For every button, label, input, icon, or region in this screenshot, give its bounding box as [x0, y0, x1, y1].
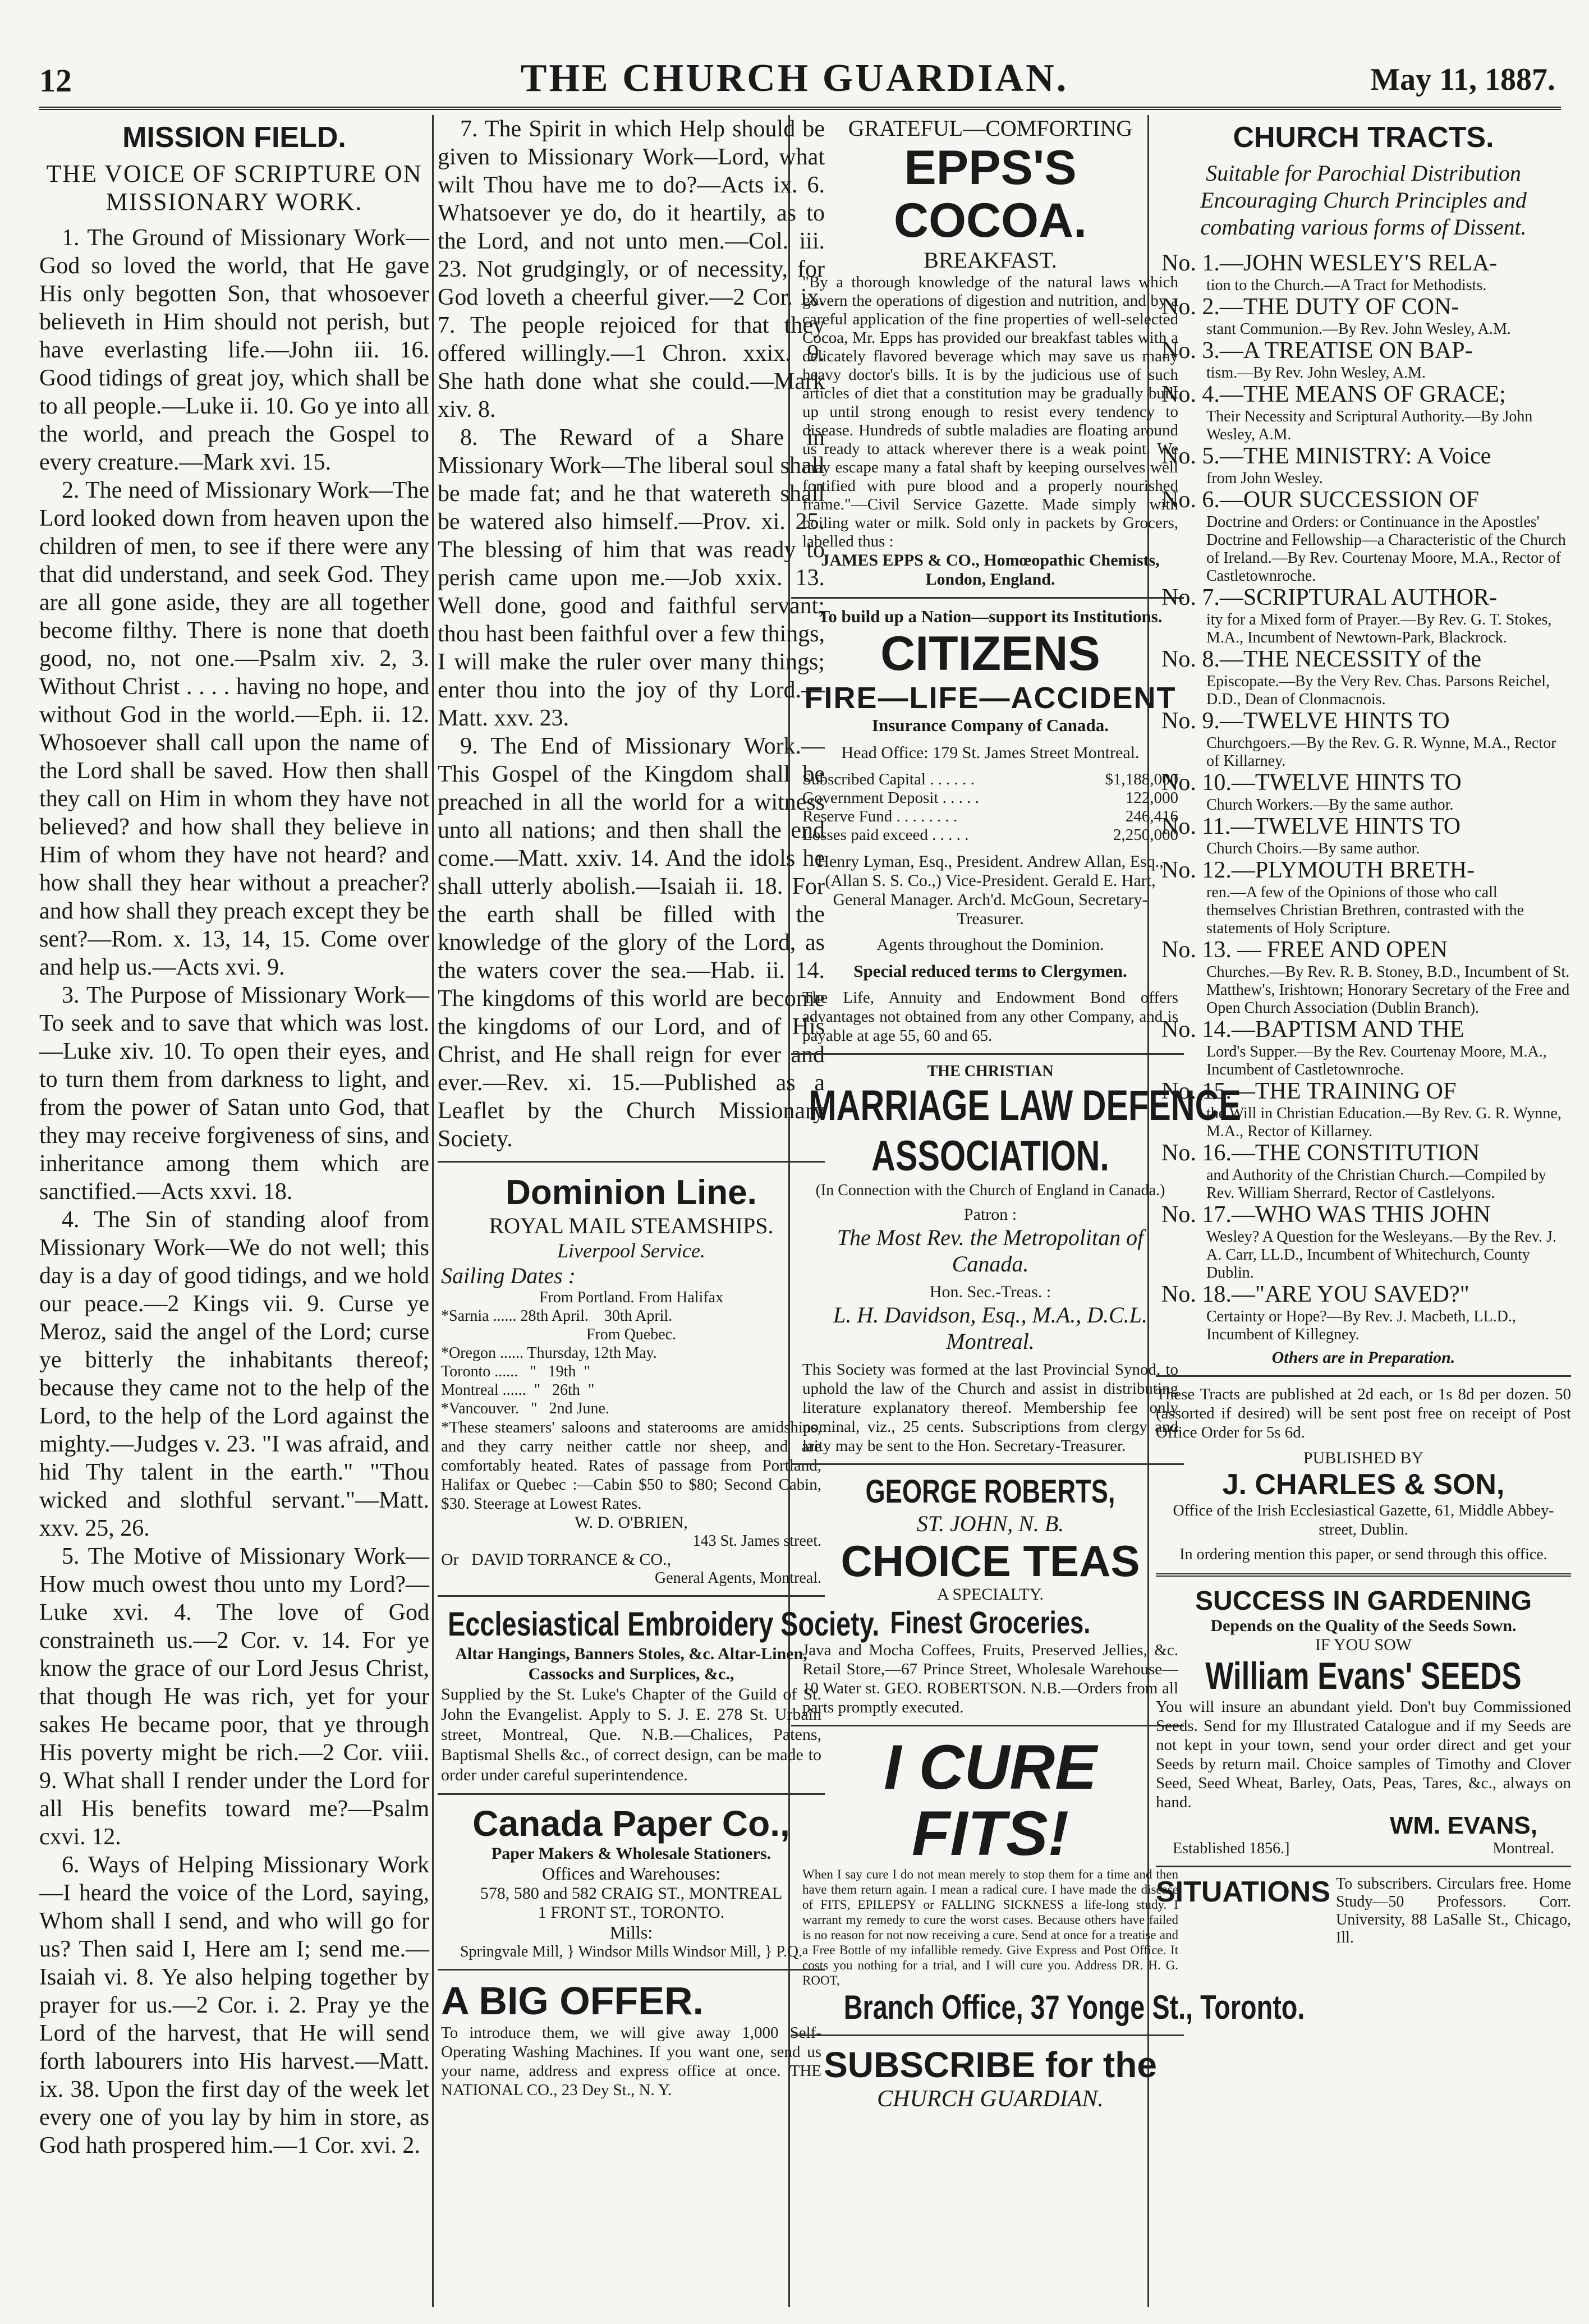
ad-george-roberts — [791, 1473, 1184, 1717]
ad-established: Established 1856.] — [1173, 1840, 1290, 1857]
ad-offices: Offices and Warehouses: — [542, 1863, 720, 1884]
ad-title: EPPS'S COCOA. — [894, 141, 1087, 247]
others-note: Others are in Preparation. — [1271, 1348, 1455, 1367]
ad-subtitle2: Insurance Company of Canada. — [871, 715, 1109, 735]
ad-canada-paper — [438, 1803, 825, 1961]
tract-desc: Church Choirs.—By same author. — [1206, 840, 1420, 857]
ad-pre: GRATEFUL—COMFORTING — [848, 116, 1133, 141]
ad-embroidery — [438, 1605, 880, 1785]
column-church-tracts — [1156, 115, 1571, 2307]
divider — [438, 1161, 825, 1163]
tract-title: No. 17.—WHO WAS THIS JOHN — [1161, 1202, 1491, 1228]
list-item — [1161, 1079, 1571, 1141]
list-item — [1161, 251, 1571, 295]
table-row — [802, 789, 1178, 807]
tract-desc: stant Communion.—By Rev. John Wesley, A.M. — [1206, 320, 1511, 338]
list-item — [1161, 585, 1571, 647]
ad-subtitle: Paper Makers & Wholesale Stationers. — [491, 1844, 771, 1863]
tract-title: No. 18.—"ARE YOU SAVED?" — [1161, 1282, 1469, 1307]
tract-desc: Doctrine and Orders: or Continuance in the Apostles' Doctrine and Fellowship—a Characteristic of the Church of Ireland.—By Rev. Courtenay Moore, M.A., Rector of Castletownroche. — [1206, 513, 1566, 585]
tracts-price: These Tracts are published at 2d each, or 1s 8d per dozen. 50 (assorted if desired) will be sent post free on receipt of Post Office Order for 5s 6d. — [1156, 1385, 1571, 1441]
paragraph: 3. The Purpose of Missionary Work—To seek and to save that which was lost.—Luke xiv. 10. To open their eyes, and to turn them from darkness to light, and from the power of Satan unto God, that they may receive forgiveness of sins, and inheritance among them which are sanctified.—Acts xxvi. 18. — [39, 982, 429, 1205]
masthead — [0, 0, 1589, 112]
ad-subtitle: FIRE—LIFE—ACCIDENT — [804, 681, 1177, 715]
table-row — [802, 826, 1178, 844]
tract-title: No. 9.—TWELVE HINTS TO — [1161, 708, 1450, 734]
tract-title: No. 11.—TWELVE HINTS TO — [1161, 814, 1461, 839]
list-item — [1161, 1141, 1571, 1202]
list-item — [1161, 814, 1571, 858]
tract-desc: Wesley? A Question for the Wesleyans.—By the Rev. J. A. Carr, LL.D., Incumbent of Whitechurch, County Dublin. — [1206, 1228, 1556, 1282]
list-item — [1161, 295, 1571, 338]
tract-title: No. 2.—THE DUTY OF CON- — [1161, 294, 1459, 320]
ad-title: I CURE FITS! — [884, 1732, 1097, 1868]
tract-title: No. 1.—JOHN WESLEY'S RELA- — [1161, 250, 1498, 276]
fin-value: 246,416 — [1125, 807, 1178, 825]
divider — [791, 1053, 1184, 1055]
tract-title: No. 6.—OUR SUCCESSION OF — [1161, 487, 1479, 513]
ad-sailing: Sailing Dates : — [441, 1263, 576, 1288]
tract-desc: the Will in Christian Education.—By Rev. G. R. Wynne, M.A., Rector of Killarney. — [1206, 1105, 1562, 1140]
tract-desc: Churches.—By Rev. R. B. Stoney, B.D., Incumbent of St. Matthew's, Irishtown; Honorary Secretary of the Free and Open Church Association (Dublin Branch). — [1206, 963, 1570, 1017]
paragraph: 7. The Spirit in which Help should be given to Missionary Work—Lord, what wilt Thou have me to do?—Acts ix. 6. Whatsoever ye do, do it heartily, as to the Lord, and not unto men.—Col. iii. 23. Not grudgingly, or of necessity, for God loveth a cheerful giver.—2 Cor. ix. 7. The people rejoiced for that they offered willingly.—1 Chron. xxix. 9. She hath done what she could.—Mark xiv. 8. — [438, 116, 825, 422]
publisher-name: J. CHARLES & SON, — [1222, 1468, 1505, 1501]
patron: The Most Rev. the Metropolitan of Canada. — [837, 1225, 1144, 1276]
ad-seeds-title: William Evans' SEEDS — [1205, 1655, 1522, 1697]
ad-groceries: Finest Groceries. — [890, 1605, 1091, 1640]
tract-title: No. 5.—THE MINISTRY: A Voice — [1161, 443, 1491, 469]
tract-title: No. 15.—THE TRAINING OF — [1161, 1078, 1457, 1104]
ad-seeds — [1156, 1586, 1571, 1858]
schedule-row: *Oregon ...... Thursday, 12th May. — [441, 1344, 657, 1362]
divider — [791, 2034, 1184, 2036]
ad-epps-cocoa — [791, 115, 1184, 589]
fin-value: 2,250,000 — [1113, 826, 1178, 844]
fin-label: Government Deposit . . . . . — [802, 789, 979, 807]
tract-title: No. 16.—THE CONSTITUTION — [1161, 1140, 1480, 1166]
tract-desc: ren.—A few of the Opinions of those who call themselves Christian Brethren, contrasted with the statements of Holy Scripture. — [1206, 884, 1524, 937]
ad-pre: To build up a Nation—support its Institutions. — [818, 607, 1163, 626]
paragraph: 2. The need of Missionary Work—The Lord looked down from heaven upon the children of men, to see if there were any that did understand, and seek God. They are all gone aside, they are all together become filthy. There is none that doeth good, no, not one.—Psalm xiv. 2, 3. Without Christ . . . . having no hope, and without God in the world.—Eph. ii. 12. Whosoever shall call upon the name of the Lord shall be saved. How then shall they call on Him in whom they have not believed? and how shall they believe in Him of whom they have not heard? and how shall they hear without a preacher? and how shall they preach except they be sent?—Rom. x. 13, 14, 15. Come over and help us.—Acts xvi. 9. — [39, 477, 429, 980]
patron-label: Patron : — [963, 1205, 1017, 1224]
list-item — [1161, 858, 1571, 938]
tract-desc: tion to the Church.—A Tract for Methodists. — [1206, 277, 1487, 294]
ad-title: SUBSCRIBE for the — [824, 2045, 1157, 2085]
ad-title: SITUATIONS — [1156, 1876, 1331, 1908]
publisher-address: Office of the Irish Ecclesiastical Gazette, 61, Middle Abbey-street, Dublin. — [1173, 1502, 1554, 1538]
list-item — [1161, 770, 1571, 814]
connection: (In Connection with the Church of England in Canada.) — [815, 1182, 1165, 1199]
schedule-header: From Portland. From Halifax — [539, 1289, 724, 1306]
tract-title: No. 10.—TWELVE HINTS TO — [1161, 770, 1462, 796]
section-heading: CHURCH TRACTS. — [1233, 121, 1494, 154]
tract-desc: Episcopate.—By the Very Rev. Chas. Parsons Reichel, D.D., Dean of Clonmacnois. — [1206, 673, 1550, 708]
divider — [791, 1725, 1184, 1726]
tract-desc: ity for a Mixed form of Prayer.—By Rev. G. T. Stokes, M.A., Incumbent of Newtown-Park, Blackrock. — [1206, 611, 1552, 646]
bond-text: The Life, Annuity and Endowment Bond offers advantages not obtained from any other Company, and is payable at age 55, 60 and 65. — [802, 989, 1178, 1045]
ad-specialty: A SPECIALTY. — [936, 1585, 1044, 1604]
paragraph: 5. The Motive of Missionary Work—How much owest thou unto my Lord?—Luke xvi. 4. The love of God constraineth us.—2 Cor. v. 14. For ye know the grace of our Lord Jesus Christ, that though He was rich, yet for your sakes He became poor, that ye through His poverty might be rich.—2 Cor. viii. 9. What shall I render under the Lord for all His benefits toward me?—Psalm cxvi. 12. — [39, 1544, 429, 1850]
list-item — [1161, 1017, 1571, 1079]
ad-office: Branch Office, 37 Yonge St., Toronto. — [843, 1988, 1305, 2026]
schedule-row: Montreal ...... " 26th " — [441, 1381, 595, 1399]
financials-table — [802, 770, 1178, 844]
tracts-intro: Suitable for Parochial Distribution Encouraging Church Principles and combating various forms of Dissent. — [1200, 160, 1527, 240]
tract-desc: from John Wesley. — [1206, 470, 1323, 487]
ad-text: You will insure an abundant yield. Don't buy Commissioned Seeds. Send for my Illustrated Catalogue and if my Seeds are not kept in your town, send your order direct and get your Seeds by return mail. Choice samples of Timothy and Clover Seed, Seed Wheat, Barley, Oats, Peas, Tares, &c., always on hand. — [1156, 1698, 1571, 1811]
ad-title: Canada Paper Co., — [472, 1803, 790, 1844]
table-row — [802, 770, 1178, 789]
ad-sign: JAMES EPPS & CO., Homœopathic Chemists, London, England. — [821, 551, 1160, 589]
schedule-row: From Quebec. — [586, 1326, 677, 1343]
fin-label: Subscribed Capital . . . . . . — [802, 770, 975, 788]
tract-desc: Church Workers.—By the same author. — [1206, 796, 1454, 814]
list-item — [1161, 647, 1571, 709]
tract-title: No. 4.—THE MEANS OF GRACE; — [1161, 382, 1506, 407]
paragraph: 9. The End of Missionary Work.—This Gospel of the Kingdom shall be preached in all the world for a witness unto all nations; and then shall the end come.—Matt. xxiv. 14. And the idols he shall utterly abolish.—Isaiah ii. 18. For the earth shall be filled with the knowledge of the glory of the Lord, as the waters cover the sea.—Hab. ii. 14. The kingdoms of this world are become the kingdoms of our Lord, and of His Christ, and He shall reign for ever and ever.—Rev. xi. 15.—Published as a Leaflet by the Church Missionary Society. — [438, 733, 825, 1152]
list-item — [1161, 709, 1571, 770]
article-body — [39, 224, 429, 2160]
fin-value: $1,188,000 — [1105, 770, 1178, 788]
ad-text: To introduce them, we will give away 1,000 Self-Operating Washing Machines. If you want one, send us your name, address and express office at once. THE NATIONAL CO., 23 Dey St., N. Y. — [441, 2024, 821, 2099]
tract-desc: Certainty or Hope?—By Rev. J. Macbeth, LL.D., Incumbent of Killegney. — [1206, 1308, 1516, 1343]
ad-text: To subscribers. Circulars free. Home Study—50 Professors. Corr. University, 88 LaSalle St., Chicago, Ill. — [1336, 1875, 1571, 1946]
tract-desc: Their Necessity and Scriptural Authority.—By John Wesley, A.M. — [1206, 408, 1533, 443]
schedule-row: *Vancouver. " 2nd June. — [441, 1400, 609, 1417]
ad-dominion-line — [438, 1173, 825, 1587]
ad-big-offer — [438, 1978, 825, 2100]
fin-value: 122,000 — [1125, 789, 1178, 807]
agent-address: 143 St. James street. — [692, 1532, 821, 1550]
list-item — [1161, 338, 1571, 382]
ad-teas: CHOICE TEAS — [841, 1536, 1140, 1586]
agents-line: Agents throughout the Dominion. — [876, 935, 1104, 954]
tract-list — [1156, 251, 1571, 1344]
fin-label: Reserve Fund . . . . . . . . — [802, 807, 958, 825]
secretary-label: Hon. Sec.-Treas. : — [929, 1283, 1051, 1301]
list-item — [1161, 1202, 1571, 1282]
table-row — [802, 807, 1178, 826]
ad-if: IF YOU SOW — [1315, 1636, 1412, 1654]
ad-address: 1 FRONT ST., TORONTO. — [538, 1903, 725, 1922]
ad-text: "By a thorough knowledge of the natural laws which govern the operations of digestion and nutrition, and by a careful application of the fine properties of well-selected Cocoa, Mr. Epps has provided our breakfast tables with a delicately flavored beverage which may save us many heavy doctor's bills. It is by the judicious use of such articles of diet that a constitution may be gradually built up until strong enough to resist every tendency to disease. Hundreds of subtle maladies are floating around us ready to attack wherever there is a weak point. We may escape many a fatal shaft by keeping ourselves well fortified with pure blood and a properly nourished frame."—Civil Service Gazette. Made simply with boiling water or milk. Sold only in packets by Grocers, labelled thus : — [802, 273, 1178, 550]
agent-role: General Agents, Montreal. — [654, 1569, 821, 1587]
ad-text: When I say cure I do not mean merely to stop them for a time and then have them return again. I mean a radical cure. I have made the disease of FITS, EPILEPSY or FALLING SICKNESS a life-long study. I warrant my remedy to cure the worst cases. Because others have failed is no reason for not now receiving a cure. Send at once for a treatise and a Free Bottle of my infallible remedy. Give Express and Post Office. It costs you nothing for a trial, and I will cure you. Address DR. H. G. ROOT, — [802, 1867, 1178, 1987]
tract-desc: Lord's Supper.—By the Rev. Courtenay Moore, M.A., Incumbent of Castletownroche. — [1206, 1043, 1547, 1078]
ad-text: Java and Mocha Coffees, Fruits, Preserved Jellies, &c. Retail Store,—67 Prince Street, Wholesale Warehouse—10 Water st. GEO. ROBERTSON. N.B.—Orders from all parts promptly executed. — [802, 1641, 1178, 1716]
column-mission-field — [39, 115, 429, 2307]
ad-title: A BIG OFFER. — [441, 1979, 704, 2023]
page-number: 12 — [39, 62, 72, 99]
divider — [791, 597, 1184, 599]
agent-name: W. D. O'BRIEN, — [575, 1513, 688, 1532]
ad-city: Montreal. — [1492, 1840, 1554, 1857]
divider — [791, 1463, 1184, 1465]
divider — [438, 1793, 825, 1795]
ad-title: Ecclesiastical Embroidery Society. — [448, 1605, 880, 1643]
tract-title: No. 3.—A TREATISE ON BAP- — [1161, 338, 1473, 364]
ad-subtitle: Depends on the Quality of the Seeds Sown. — [1210, 1616, 1517, 1635]
paragraph: 1. The Ground of Missionary Work—God so loved the world, that He gave His only begotten Son, that whosoever believeth in Him should not perish, but have everlasting life.—John iii. 16. Good tidings of great joy, which shall be to all people.—Luke ii. 10. Go ye into all the world, and preach the Gospel to every creature.—Mark xvi. 15. — [39, 225, 429, 475]
schedule-row: Toronto ...... " 19th " — [441, 1363, 590, 1380]
ad-title: MARRIAGE LAW DEFENCE — [809, 1082, 1241, 1129]
issue-date: May 11, 1887. — [1370, 62, 1555, 97]
published-by: PUBLISHED BY — [1303, 1449, 1424, 1467]
tract-title: No. 13. — FREE AND OPEN — [1161, 937, 1448, 963]
ad-title: GEORGE ROBERTS, — [865, 1473, 1115, 1510]
ad-text: This Society was formed at the last Provincial Synod, to uphold the law of the Church and assist in distributing literature explanatory thereof. Membership fee only nominal, viz., 25 cents. Subscriptions from clergy and laity may be sent to the Hon. Secretary-Treasurer. — [802, 1361, 1178, 1455]
ad-sign: WM. EVANS, — [1389, 1812, 1537, 1839]
ad-paper-name: CHURCH GUARDIAN. — [877, 2086, 1104, 2112]
ad-notes: *These steamers' saloons and staterooms are amidships, and they carry neither cattle nor sheep, and are comfortably heated. Rates of passage from Portland, Halifax or Quebec :—Cabin $50 to $80; Second Cabin, $30. Steerage at Lowest Rates. — [441, 1418, 821, 1513]
ad-mills-label: Mills: — [609, 1922, 653, 1942]
ad-items: Altar Hangings, Banners Stoles, &c. Altar-Linen, Cassocks and Surplices, &c., — [455, 1645, 807, 1683]
ad-mills: Springvale Mill, } Windsor Mills Windsor Mill, } P.Q. — [460, 1943, 803, 1960]
agent-name: DAVID TORRANCE & CO., — [471, 1550, 672, 1569]
fin-label: Losses paid exceed . . . . . — [802, 826, 969, 844]
paragraph: 4. The Sin of standing aloof from Missionary Work—We do not well; this day is a day of good tidings, and we hold our peace.—2 Kings vii. 9. Curse ye Meroz, said the angel of the Lord; curse ye bitterly the inhabitants thereof; because they came not to the help of the Lord, to the help of the Lord against the mighty.—Judges v. 23. "I was afraid, and hid Thy talent in the earth." "Thou wicked and slothful servant."—Matt. xxv. 25, 26. — [39, 1207, 429, 1541]
schedule-row: *Sarnia ...... 28th April. 30th April. — [441, 1307, 673, 1325]
ad-pre: THE CHRISTIAN — [927, 1063, 1054, 1080]
section-heading: MISSION FIELD. — [122, 121, 346, 154]
ad-marriage-law — [791, 1063, 1241, 1455]
tract-title: No. 8.—THE NECESSITY of the — [1161, 646, 1482, 672]
head-office: Head Office: 179 St. James Street Montreal. — [841, 743, 1140, 762]
ad-situations — [1156, 1875, 1571, 1947]
secretary: L. H. Davidson, Esq., M.A., D.C.L. Montreal. — [833, 1302, 1148, 1354]
officers: Henry Lyman, Esq., President. Andrew Allan, Esq., (Allan S. S. Co.,) Vice-President. Gerald E. Hart, General Manager. Arch'd. McGoun, Secretary-Treasurer. — [817, 852, 1164, 928]
tract-desc: Churchgoers.—By the Rev. G. R. Wynne, M.A., Rector of Killarney. — [1206, 734, 1556, 770]
tract-desc: tism.—By Rev. John Wesley, A.M. — [1206, 364, 1426, 382]
ordering-note: In ordering mention this paper, or send through this office. — [1179, 1546, 1547, 1563]
divider — [438, 1595, 825, 1597]
ad-text: Supplied by the St. Luke's Chapter of the Guild of St. John the Evangelist. Apply to S. J. E. 278 St. Urbain street, Montreal, Que. N.B.—Chalices, Patens, Baptismal Shells &c., of correct design, can be made to order under careful superintendence. — [441, 1685, 821, 1784]
ad-subtitle: ROYAL MAIL STEAMSHIPS. — [489, 1213, 774, 1238]
ad-title: SUCCESS IN GARDENING — [1195, 1586, 1532, 1616]
divider — [1156, 1573, 1571, 1577]
divider — [1156, 1375, 1571, 1377]
list-item — [1161, 938, 1571, 1017]
article-body-continued — [438, 115, 825, 1153]
newspaper-title: THE CHURCH GUARDIAN. — [520, 57, 1069, 100]
tract-title: No. 14.—BAPTISM AND THE — [1161, 1017, 1464, 1042]
divider — [438, 1969, 825, 1971]
ad-service: Liverpool Service. — [557, 1239, 705, 1262]
ad-subtitle: BREAKFAST. — [924, 247, 1057, 273]
ad-title: Dominion Line. — [506, 1173, 757, 1212]
divider — [1156, 1866, 1571, 1867]
ad-citizens-insurance — [791, 607, 1184, 1045]
ad-subscribe — [791, 2044, 1184, 2112]
ad-title: CITIZENS — [880, 627, 1100, 681]
ad-location: ST. JOHN, N. B. — [916, 1511, 1064, 1536]
tract-title: No. 7.—SCRIPTURAL AUTHOR- — [1161, 585, 1498, 610]
clergy-terms: Special reduced terms to Clergymen. — [853, 961, 1127, 981]
masthead-rule — [39, 107, 1561, 110]
list-item — [1161, 444, 1571, 488]
column-divider — [432, 115, 434, 2307]
tract-title: No. 12.—PLYMOUTH BRETH- — [1161, 857, 1475, 883]
or-label: Or — [441, 1550, 459, 1569]
ad-address: 578, 580 and 582 CRAIG ST., MONTREAL — [480, 1884, 783, 1903]
tract-desc: and Authority of the Christian Church.—Compiled by Rev. William Sherrard, Rector of Castlelyons. — [1206, 1166, 1546, 1202]
list-item — [1161, 1282, 1571, 1344]
ad-title: ASSOCIATION. — [871, 1132, 1109, 1180]
paragraph: 6. Ways of Helping Missionary Work—I heard the voice of the Lord, saying, Whom shall I send, and who will go for us? Then said I, Here am I; send me.—Isaiah vi. 8. Ye also helping together by prayer for us.—2 Cor. i. 2. Pray ye the Lord of the harvest, that He will send forth labourers into His harvest.—Matt. ix. 38. Upon the first day of the week let every one of you lay by him in store, as God hath prospered him.—1 Cor. xvi. 2. — [39, 1852, 429, 2158]
article-title: THE VOICE OF SCRIPTURE ON MISSIONARY WORK. — [46, 160, 422, 215]
list-item — [1161, 488, 1571, 585]
list-item — [1161, 382, 1571, 444]
paragraph: 8. The Reward of a Share in Missionary Work—The liberal soul shall be made fat; and he that watereth shall be watered also himself.—Prov. xi. 25. The blessing of him that was ready to perish came upon me.—Job xxix. 13. Well done, good and faithful servant; thou hast been faithful over a few things, I will make the ruler over many things; enter thou into the joy of thy Lord.—Matt. xxv. 23. — [438, 425, 825, 731]
